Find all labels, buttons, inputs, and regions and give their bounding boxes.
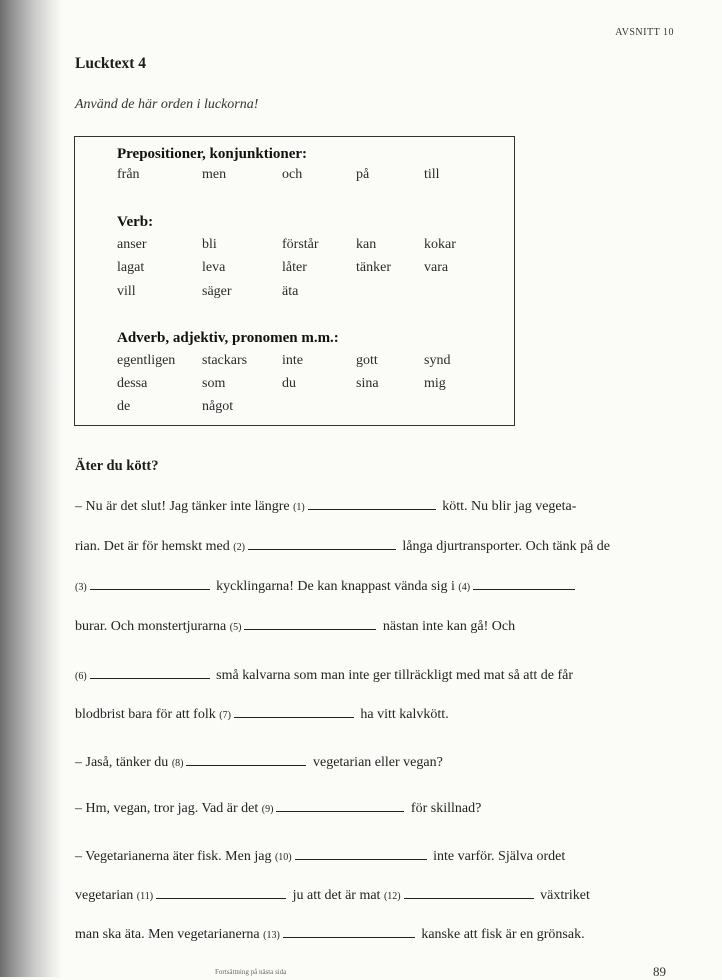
- line-text: – Vegetarianerna äter fisk. Men jag: [75, 849, 275, 864]
- exercise-title: Lucktext 4: [75, 55, 147, 72]
- line-text: kycklingarna! De kan knappast vända sig i: [212, 579, 459, 594]
- word-box: [74, 136, 515, 426]
- word-option: något: [202, 399, 234, 414]
- blank-number: (6): [75, 671, 87, 682]
- word-option: leva: [202, 260, 226, 275]
- line-text: långa djurtransporter. Och tänk på de: [398, 539, 610, 554]
- fill-in-blank[interactable]: [234, 716, 354, 718]
- fill-in-blank[interactable]: [244, 628, 376, 630]
- line-text: ha vitt kalvkött.: [356, 707, 449, 722]
- word-group-heading: Adverb, adjektiv, pronomen m.m.:: [117, 330, 339, 346]
- word-option: äta: [282, 284, 299, 299]
- line-text: – Jaså, tänker du: [75, 755, 172, 770]
- word-option: men: [202, 167, 227, 182]
- word-option: bli: [202, 237, 217, 252]
- line-text: nästan inte kan gå! Och: [379, 619, 516, 634]
- blank-number: (5): [229, 622, 242, 633]
- word-group-heading: Verb:: [117, 214, 154, 230]
- fill-in-blank[interactable]: [404, 897, 534, 899]
- word-option: kan: [356, 237, 377, 252]
- article-line: [75, 668, 695, 684]
- word-option: och: [282, 167, 303, 182]
- word-option: kokar: [424, 237, 456, 252]
- blank-number: (4): [458, 582, 471, 593]
- word-option: du: [282, 376, 296, 391]
- article-line: [75, 619, 695, 635]
- word-option: som: [202, 376, 226, 391]
- article-line: [75, 499, 695, 515]
- blank-number: (13): [263, 930, 280, 941]
- fill-in-blank[interactable]: [248, 548, 396, 550]
- line-text: – Nu är det slut! Jag tänker inte längre: [75, 499, 294, 514]
- blank-number: (12): [383, 891, 401, 902]
- article-line: [75, 888, 695, 904]
- line-text: vegetarian eller vegan?: [309, 755, 443, 770]
- line-text: man ska äta. Men vegetarianerna: [75, 927, 264, 942]
- blank-number: (1): [293, 502, 305, 513]
- word-option: dessa: [117, 376, 148, 391]
- word-option: de: [117, 399, 131, 414]
- blank-number: (9): [261, 804, 274, 815]
- word-option: till: [424, 167, 440, 182]
- word-option: synd: [424, 353, 451, 368]
- article-line: [75, 579, 695, 595]
- blank-number: (7): [219, 710, 231, 721]
- word-option: låter: [282, 260, 307, 275]
- article-line: [75, 801, 695, 817]
- word-option: förstår: [282, 237, 319, 252]
- fill-in-blank[interactable]: [156, 897, 286, 899]
- line-text: vegetarian: [75, 888, 137, 903]
- line-text: – Hm, vegan, tror jag. Vad är det: [75, 801, 262, 816]
- blank-number: (11): [136, 891, 154, 902]
- word-option: vill: [117, 284, 136, 299]
- line-text: inte varför. Själva ordet: [429, 849, 566, 864]
- word-option: lagat: [117, 260, 145, 275]
- page-number: 89: [653, 964, 666, 979]
- article-line: [75, 707, 695, 723]
- word-option: egentligen: [117, 353, 176, 368]
- fill-in-blank[interactable]: [276, 810, 404, 812]
- line-text: ju att det är mat: [289, 888, 384, 903]
- blank-number: (8): [171, 758, 184, 769]
- footer-note: Fortsättning på nästa sida: [215, 968, 287, 976]
- word-group-heading: Prepositioner, konjunktioner:: [117, 146, 308, 162]
- fill-in-blank[interactable]: [473, 588, 575, 590]
- line-text: blodbrist bara för att folk: [75, 707, 220, 722]
- blank-number: (3): [75, 582, 87, 593]
- word-option: tänker: [356, 260, 391, 275]
- article-line: [75, 849, 695, 865]
- word-option: från: [117, 167, 140, 182]
- line-text: små kalvarna som man inte ger tillräckligt med mat så att de får: [212, 668, 574, 683]
- word-option: sina: [356, 376, 379, 391]
- line-text: kött. Nu blir jag vegeta-: [438, 499, 577, 514]
- word-option: vara: [424, 260, 449, 275]
- line-text: kanske att fisk är en grönsak.: [417, 927, 585, 942]
- fill-in-blank[interactable]: [308, 508, 436, 510]
- fill-in-blank[interactable]: [90, 588, 210, 590]
- word-option: säger: [202, 284, 232, 299]
- section-label: AVSNITT 10: [615, 27, 674, 38]
- word-option: stackars: [202, 353, 248, 368]
- word-option: anser: [117, 237, 147, 252]
- line-text: växtriket: [536, 888, 590, 903]
- fill-in-blank[interactable]: [295, 858, 427, 860]
- fill-in-blank[interactable]: [283, 936, 415, 938]
- article-line: [75, 755, 695, 771]
- page-binding-shadow: [0, 0, 62, 977]
- word-option: på: [356, 167, 370, 182]
- line-text: för skillnad?: [407, 801, 482, 816]
- blank-number: (2): [233, 542, 245, 553]
- line-text: rian. Det är för hemskt med: [75, 539, 234, 554]
- article-title: Äter du kött?: [75, 458, 159, 474]
- fill-in-blank[interactable]: [186, 764, 306, 766]
- fill-in-blank[interactable]: [90, 677, 210, 679]
- article-line: [75, 927, 695, 943]
- blank-number: (10): [274, 852, 292, 863]
- line-text: burar. Och monstertjurarna: [75, 619, 230, 634]
- exercise-instruction: Använd de här orden i luckorna!: [75, 97, 259, 112]
- article-line: [75, 539, 695, 555]
- word-option: gott: [356, 353, 378, 368]
- word-option: inte: [282, 353, 303, 368]
- word-option: mig: [424, 376, 446, 391]
